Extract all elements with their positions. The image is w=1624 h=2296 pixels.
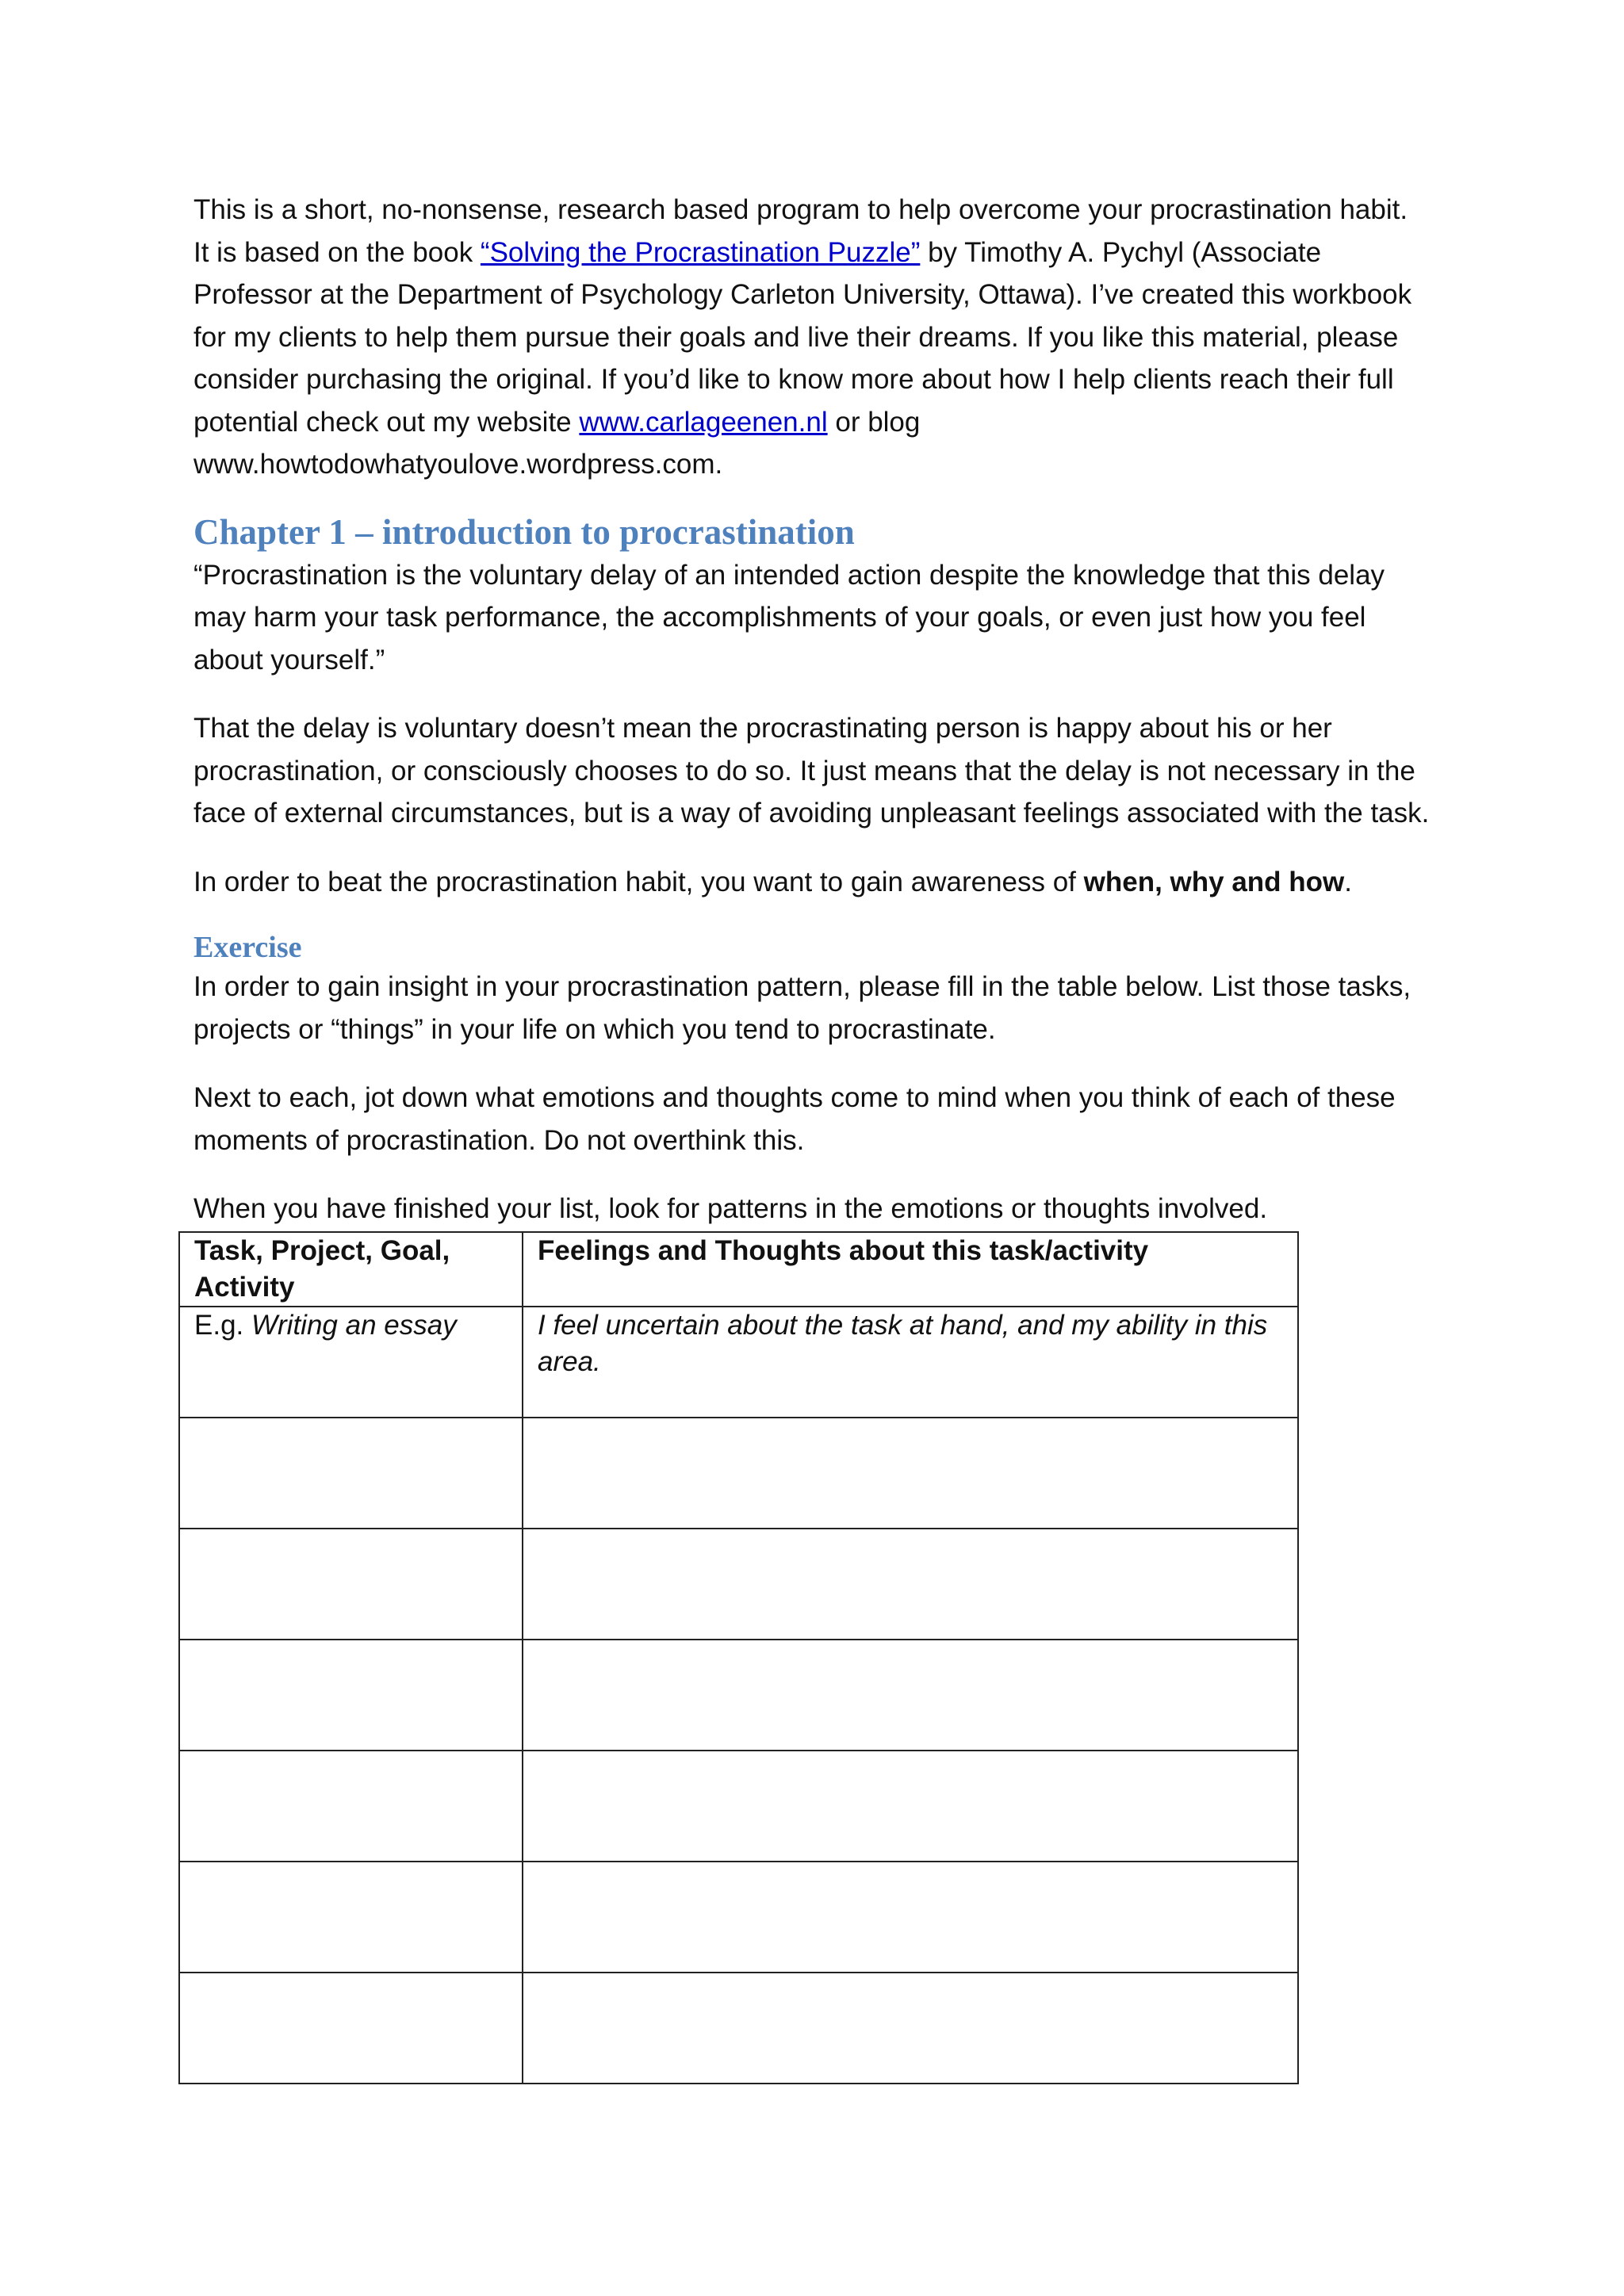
task-cell[interactable] xyxy=(179,1418,523,1529)
table-row xyxy=(179,1418,1298,1529)
document-page xyxy=(193,189,1431,1230)
task-cell[interactable] xyxy=(179,1529,523,1640)
intro-text-1: This is a short, no-nonsense, research based program to help overcome your procrastination habit. It is based on the book xyxy=(193,194,1408,268)
exercise-instructions: In order to gain insight in your procrastination pattern, please fill in the table below. List those tasks, projects or “things” in your life on which you tend to procrastinate. xyxy=(193,971,1411,1045)
example-feelings-cell[interactable]: I feel uncertain about the task at hand, and my ability in this area. xyxy=(523,1307,1298,1418)
header-feelings: Feelings and Thoughts about this task/activity xyxy=(523,1232,1298,1307)
definition-quote: “Procrastination is the voluntary delay of an intended action despite the knowledge that this delay may harm your task performance, the accomplishments of your goals, or even just how you feel about yourself.” xyxy=(193,559,1385,675)
example-task-cell[interactable] xyxy=(179,1307,523,1418)
feelings-cell[interactable] xyxy=(523,1418,1298,1529)
book-link[interactable]: “Solving the Procrastination Puzzle” xyxy=(480,236,921,268)
table-row xyxy=(179,1529,1298,1640)
feelings-cell[interactable] xyxy=(523,1529,1298,1640)
exercise-patterns: When you have finished your list, look for patterns in the emotions or thoughts involved. xyxy=(193,1193,1268,1224)
awareness-emphasis: when, why and how xyxy=(1083,866,1345,897)
table-row xyxy=(179,1862,1298,1973)
task-cell[interactable] xyxy=(179,1751,523,1862)
header-task: Task, Project, Goal, Activity xyxy=(179,1232,523,1307)
task-cell[interactable] xyxy=(179,1640,523,1751)
intro-text-3: or blog www.howtodowhatyoulove.wordpress.com. xyxy=(193,406,921,480)
table-row xyxy=(179,1973,1298,2084)
table-row xyxy=(179,1751,1298,1862)
awareness-text: In order to beat the procrastination habit, you want to gain awareness of xyxy=(193,866,1084,897)
table-row xyxy=(179,1640,1298,1751)
table-header-row xyxy=(179,1232,1298,1307)
example-row xyxy=(179,1307,1298,1418)
example-task: Writing an essay xyxy=(251,1310,457,1341)
website-link[interactable]: www.carlageenen.nl xyxy=(579,406,828,438)
feelings-cell[interactable] xyxy=(523,1640,1298,1751)
feelings-cell[interactable] xyxy=(523,1751,1298,1862)
feelings-cell[interactable] xyxy=(523,1862,1298,1973)
chapter-heading: Chapter 1 – introduction to procrastination xyxy=(193,511,855,552)
procrastination-table xyxy=(178,1231,1299,2084)
voluntary-delay-paragraph: That the delay is voluntary doesn’t mean the procrastinating person is happy about his or her procrastination, or consciously chooses to do so. It just means that the delay is not necessary in the face of external circumstances, but is a way of avoiding unpleasant feelings associated with the task. xyxy=(193,713,1430,828)
exercise-next-step: Next to each, jot down what emotions and thoughts come to mind when you think of each of these moments of procrastination. Do not overthink this. xyxy=(193,1082,1396,1156)
example-prefix: E.g. xyxy=(194,1310,251,1341)
task-cell[interactable] xyxy=(179,1973,523,2084)
exercise-heading: Exercise xyxy=(193,931,302,964)
intro-text-2: by Timothy A. Pychyl (Associate Professor at the Department of Psychology Carleton University, Ottawa). I’ve created this workbook for my clients to help them pursue their goals and live their dreams. If you like this material, please consider purchasing the original. If you’d like to know more about how I help clients reach their full potential check out my website xyxy=(193,236,1412,438)
awareness-paragraph xyxy=(193,861,1431,904)
intro-paragraph xyxy=(193,189,1431,486)
task-cell[interactable] xyxy=(179,1862,523,1973)
feelings-cell[interactable] xyxy=(523,1973,1298,2084)
awareness-period: . xyxy=(1344,866,1352,897)
